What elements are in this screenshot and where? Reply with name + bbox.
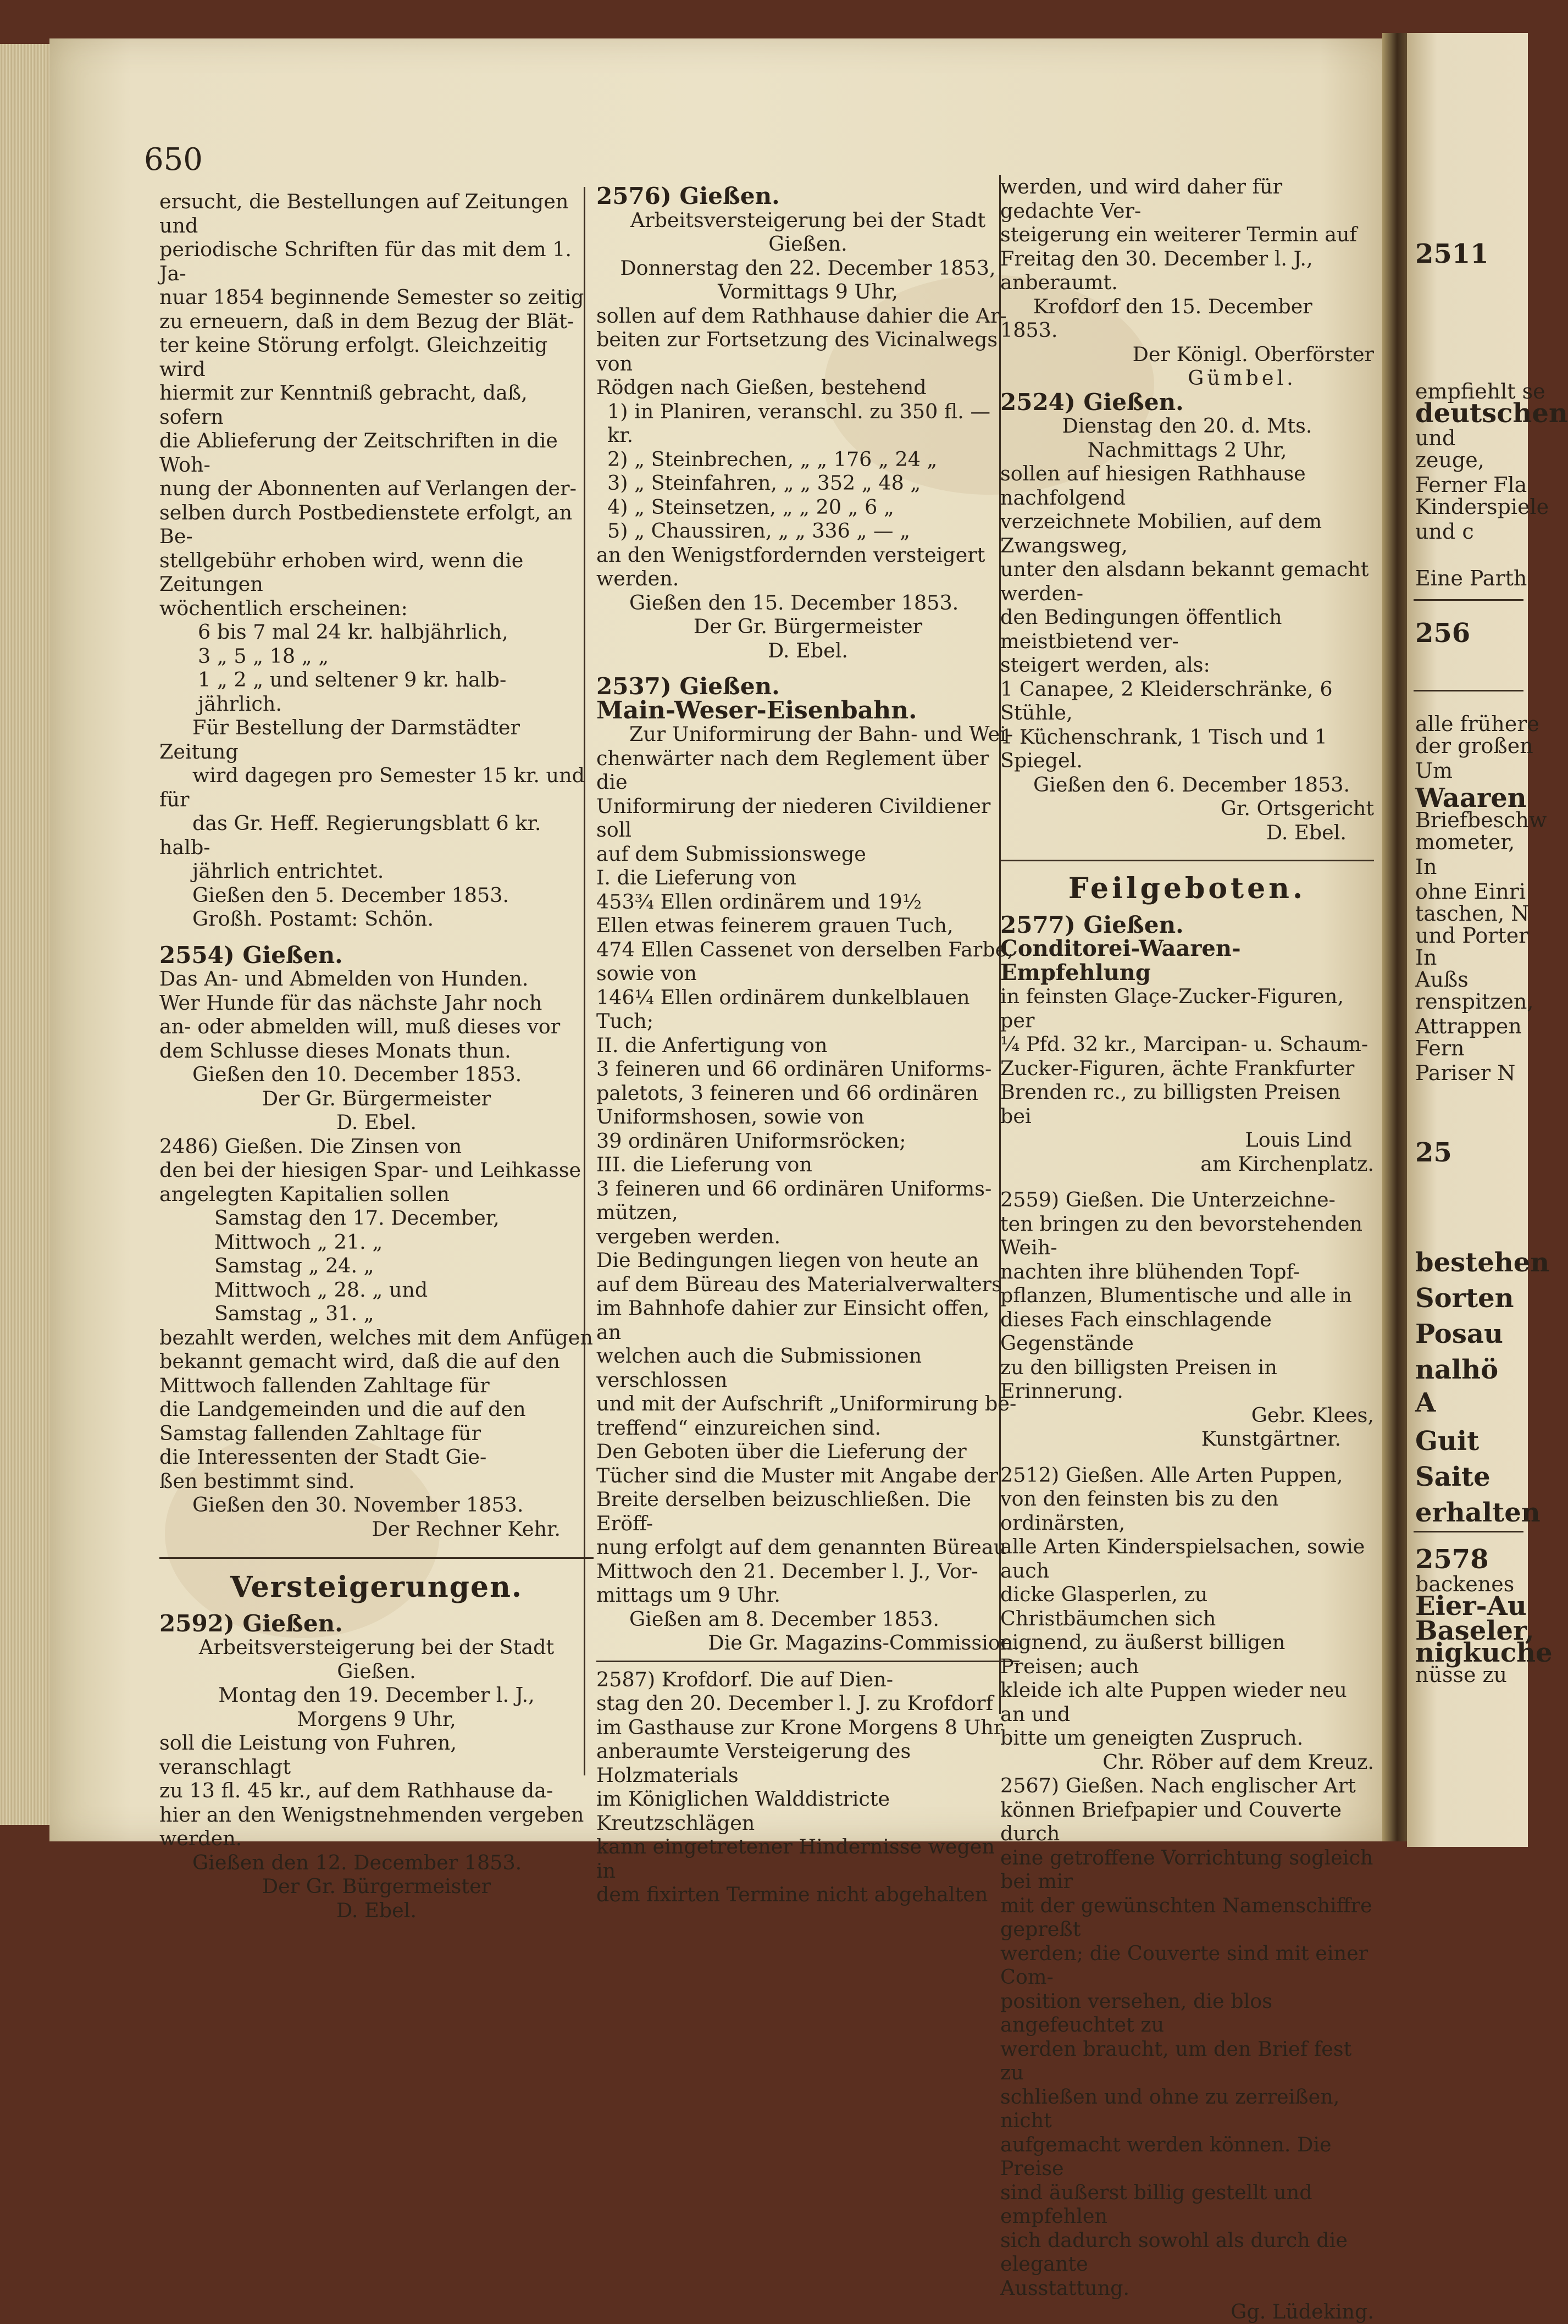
next-page-text-fragment: der großen bbox=[1415, 734, 1533, 758]
text-line: alle Arten Kinderspielsachen, sowie auch bbox=[1000, 1535, 1365, 1582]
text-line: zu den billigsten Preisen in Erinnerung. bbox=[1000, 1355, 1277, 1403]
text-line: sind äußerst billig gestellt und empfehlen bbox=[1000, 2180, 1312, 2228]
ad-2587-signature: Gümbel. bbox=[1188, 366, 1296, 390]
ad-2524-text bbox=[1000, 462, 1374, 773]
text-line: I. die Lieferung von bbox=[596, 866, 797, 889]
next-page-text-fragment: Kinderspiele bbox=[1415, 495, 1549, 519]
text-line: periodische Schriften für das mit dem 1. Ja- bbox=[159, 237, 572, 285]
next-page-text-fragment: Posau bbox=[1415, 1319, 1503, 1349]
text-line: Mittwoch fallenden Zahltage für bbox=[159, 1373, 490, 1397]
text-line: dem Schlusse dieses Monats thun. bbox=[159, 1038, 511, 1063]
text-line: 2512) Gießen. Alle Arten Puppen, bbox=[1000, 1463, 1343, 1487]
next-page-text-fragment: nigkuche bbox=[1415, 1637, 1553, 1668]
ad-2587-continuation bbox=[1000, 175, 1374, 295]
next-page-text-fragment: und Porter bbox=[1415, 923, 1529, 948]
text-line: die Interessenten der Stadt Gie- bbox=[159, 1445, 487, 1469]
ad-2587-signature-title: Der Königl. Oberförster bbox=[1132, 342, 1374, 366]
text-line: paletots, 3 feineren und 66 ordinären bbox=[596, 1081, 978, 1105]
ad-2537-signature: Die Gr. Magazins-Commission. bbox=[708, 1631, 1020, 1655]
payment-day: Mittwoch „ 21. „ bbox=[214, 1230, 383, 1254]
text-line: werden, und wird daher für gedachte Ver- bbox=[1000, 175, 1283, 223]
payment-day: Samstag „ 24. „ bbox=[214, 1254, 374, 1277]
ad-2537-title: Main-Weser-Eisenbahn. bbox=[596, 696, 917, 724]
text-line: bezahlt werden, welches mit dem Anfügen bbox=[159, 1325, 593, 1349]
darmstadt-notice bbox=[159, 716, 594, 883]
text-line: mit der gewünschten Namenschiffre gepreßt bbox=[1000, 1893, 1372, 1941]
text-line: 2559) Gießen. Die Unterzeichne- bbox=[1000, 1188, 1336, 1211]
ad-2512-signature: Chr. Röber auf dem Kreuz. bbox=[1102, 1750, 1374, 1774]
ad-2567-signature: Gg. Lüdeking. bbox=[1231, 2300, 1374, 2323]
ad-2559-signature: Gebr. Klees, bbox=[1251, 1403, 1374, 1427]
rate-line: 3 „ 5 „ 18 „ „ bbox=[198, 644, 329, 668]
next-page-text-fragment: zeuge, bbox=[1415, 448, 1484, 472]
text-line: Ausstattung. bbox=[1000, 2276, 1130, 2300]
text-line: eignend, zu äußerst billigen Preisen; auch bbox=[1000, 1630, 1286, 1678]
text-line: Breite derselben beizuschließen. Die Eröff- bbox=[596, 1487, 972, 1535]
next-page-text-fragment: In bbox=[1415, 945, 1437, 970]
next-page-text-fragment: Baseler, bbox=[1415, 1615, 1534, 1646]
text-line: Uniformshosen, sowie von bbox=[596, 1105, 865, 1128]
text-line: mittags um 9 Uhr. bbox=[596, 1583, 780, 1607]
text-line: hiermit zur Kenntniß gebracht, daß, sofern bbox=[159, 381, 528, 429]
text-line: 146¼ Ellen ordinärem dunkelblauen bbox=[596, 985, 970, 1009]
text-line: ter keine Störung erfolgt. Gleichzeitig wird bbox=[159, 333, 548, 381]
text-line: 2567) Gießen. Nach englischer Art bbox=[1000, 1774, 1356, 1797]
text-line: Tuch; bbox=[596, 1009, 654, 1033]
ad-2577-title: Conditorei-Waaren-Empfehlung bbox=[1000, 936, 1241, 986]
text-line: nung erfolgt auf dem genannten Büreau bbox=[596, 1535, 1007, 1559]
ad-2576-signature-title: Der Gr. Bürgermeister bbox=[693, 615, 923, 638]
text-line: in feinsten Glaçe-Zucker-Figuren, per bbox=[1000, 984, 1344, 1032]
ad-2576-date: Gießen den 15. December 1853. bbox=[629, 590, 959, 615]
text-line: Zucker-Figuren, ächte Frankfurter bbox=[1000, 1056, 1355, 1080]
title-line: Gießen. bbox=[768, 232, 847, 256]
next-page-text-fragment: 25 bbox=[1415, 1137, 1452, 1168]
payment-day: Mittwoch „ 28. „ und bbox=[214, 1277, 428, 1302]
section-rule bbox=[1000, 860, 1374, 861]
text-line: beiten zur Fortsetzung des Vicinalwegs von bbox=[596, 328, 998, 375]
text-line: ¼ Pfd. 32 kr., Marcipan- u. Schaum- bbox=[1000, 1032, 1368, 1056]
next-page-rule bbox=[1414, 599, 1523, 601]
text-line: nachten ihre blühenden Topf- bbox=[1000, 1259, 1300, 1283]
text-line: kleide ich alte Puppen wieder neu an und bbox=[1000, 1678, 1347, 1726]
next-page-text-fragment: Ferner Fla bbox=[1415, 473, 1527, 497]
cost-item: 1) in Planiren, veranschl. zu 350 fl. — kr. bbox=[607, 399, 990, 447]
text-line: 1 Canapee, 2 Kleiderschränke, 6 Stühle, bbox=[1000, 677, 1333, 724]
ad-2554-signature: D. Ebel. bbox=[336, 1110, 417, 1134]
ad-2576-signature: D. Ebel. bbox=[767, 638, 849, 662]
ad-2486-text bbox=[159, 1135, 594, 1207]
ad-2559-text bbox=[1000, 1188, 1374, 1403]
next-page-text-fragment: mometer, bbox=[1415, 830, 1515, 854]
text-line: im Königlichen Walddistricte Kreutzschlägen bbox=[596, 1787, 890, 1835]
next-page-text-fragment: ohne Einri bbox=[1415, 879, 1526, 904]
cost-item: 3) „ Steinfahren, „ „ 352 „ 48 „ bbox=[607, 471, 921, 495]
text-line: ersucht, die Bestellungen auf Zeitungen und bbox=[159, 190, 569, 237]
ad-2524-signature: D. Ebel. bbox=[1266, 820, 1347, 844]
text-line: hier an den Wenigstnehmenden vergeben bbox=[159, 1802, 584, 1827]
next-page-text-fragment: Saite bbox=[1415, 1462, 1491, 1492]
ad-2512-text bbox=[1000, 1463, 1374, 1750]
column-1 bbox=[159, 190, 594, 1922]
text-line: 39 ordinären Uniformsröcken; bbox=[596, 1128, 906, 1153]
ad-2592-when bbox=[159, 1683, 594, 1731]
ad-2554-heading: 2554) Gießen. bbox=[159, 941, 343, 969]
ad-2537-date: Gießen am 8. December 1853. bbox=[629, 1607, 939, 1631]
next-page-text-fragment: Um bbox=[1415, 759, 1453, 783]
text-line: vergeben werden. bbox=[596, 1224, 781, 1248]
payment-days bbox=[159, 1206, 594, 1326]
ad-2486-signature: Der Rechner Kehr. bbox=[372, 1517, 561, 1541]
notice-date: Gießen den 5. December 1853. bbox=[192, 883, 509, 907]
next-page-text-fragment: Attrappen bbox=[1415, 1014, 1522, 1038]
text-line: jährlich entrichtet. bbox=[192, 859, 384, 883]
when-line: Morgens 9 Uhr, bbox=[297, 1707, 456, 1731]
text-line: verzeichnete Mobilien, auf dem Zwangsweg, bbox=[1000, 510, 1322, 557]
ad-2567-text bbox=[1000, 1774, 1374, 2300]
next-page-text-fragment: In bbox=[1415, 855, 1437, 879]
next-page-text-fragment: taschen, N bbox=[1415, 901, 1530, 926]
text-line: wird dagegen pro Semester 15 kr. und für bbox=[159, 763, 585, 811]
when-line: Dienstag den 20. d. Mts. bbox=[1062, 414, 1312, 438]
text-line: Freitag den 30. December l. J., bbox=[1000, 246, 1313, 270]
text-line: mützen, bbox=[596, 1200, 678, 1224]
ad-2537-part-1 bbox=[596, 866, 1020, 1033]
text-line: 474 Ellen Cassenet von derselben Farbe, bbox=[596, 937, 1013, 961]
payment-day: Samstag den 17. December, bbox=[214, 1206, 500, 1230]
ad-2554-date: Gießen den 10. December 1853. bbox=[192, 1063, 522, 1086]
text-line: dieses Fach einschlagende Gegenstände bbox=[1000, 1307, 1272, 1355]
text-line: selben durch Postbedienstete erfolgt, an Be- bbox=[159, 500, 573, 548]
rate-line: 6 bis 7 mal 24 kr. halbjährlich, bbox=[198, 620, 508, 644]
text-line: chenwärter nach dem Reglement über die bbox=[596, 746, 989, 794]
text-line: Die Bedingungen liegen von heute an bbox=[596, 1248, 979, 1272]
text-line: stag den 20. December l. J. zu Krofdorf bbox=[596, 1691, 994, 1715]
text-line: Brenden rc., zu billigsten Preisen bei bbox=[1000, 1080, 1341, 1128]
next-page-rule bbox=[1414, 1531, 1523, 1532]
ad-2486-text-cont bbox=[159, 1326, 594, 1493]
text-line: schließen und ohne zu zerreißen, nicht bbox=[1000, 2084, 1340, 2132]
text-line: von den feinsten bis zu den ordinärsten, bbox=[1000, 1487, 1279, 1535]
next-page-text-fragment: Guit bbox=[1415, 1426, 1480, 1457]
text-line: die Landgemeinden und die auf den bbox=[159, 1397, 526, 1421]
text-line: bitte um geneigten Zuspruch. bbox=[1000, 1726, 1304, 1750]
text-line: anberaumt. bbox=[1000, 270, 1118, 294]
next-page-text-fragment: Außs bbox=[1415, 967, 1469, 992]
ad-2592-heading: 2592) Gießen. bbox=[159, 1609, 343, 1637]
next-page-text-fragment: alle frühere bbox=[1415, 712, 1539, 736]
next-page-text-fragment: 256 bbox=[1415, 618, 1471, 649]
ad-2559-signature-title: Kunstgärtner. bbox=[1201, 1427, 1341, 1451]
next-page-text-fragment: 2578 bbox=[1415, 1544, 1489, 1575]
next-page-text-fragment: Sorten bbox=[1415, 1283, 1514, 1314]
ad-2592-signature: D. Ebel. bbox=[336, 1898, 417, 1922]
text-line: eine getroffene Vorrichtung sogleich bei mir bbox=[1000, 1845, 1373, 1893]
ad-2554-text bbox=[159, 967, 594, 1063]
when-line: Nachmittags 2 Uhr, bbox=[1087, 438, 1287, 462]
payment-day: Samstag „ 31. „ bbox=[214, 1302, 374, 1325]
ad-2577-address: am Kirchenplatz. bbox=[1200, 1152, 1374, 1176]
text-line: II. die Anfertigung von bbox=[596, 1033, 828, 1057]
text-line: Rödgen nach Gießen, bestehend bbox=[596, 375, 927, 399]
text-line: 3 feineren und 66 ordinären Uniforms- bbox=[596, 1176, 992, 1200]
ad-2576-heading: 2576) Gießen. bbox=[596, 182, 780, 209]
text-line: aufgemacht werden können. Die Preise bbox=[1000, 2132, 1332, 2180]
when-line: Vormittags 9 Uhr, bbox=[718, 280, 898, 303]
text-line: nuar 1854 beginnende Semester so zeitig bbox=[159, 285, 584, 309]
next-page-text-fragment: und c bbox=[1415, 519, 1474, 544]
ad-2537-part-2 bbox=[596, 1033, 1020, 1153]
next-page-text-fragment: Fern bbox=[1415, 1036, 1465, 1060]
next-page-text-fragment: Waaren bbox=[1415, 783, 1527, 814]
text-line: pflanzen, Blumentische und alle in bbox=[1000, 1283, 1352, 1307]
ad-2537-text bbox=[596, 722, 1020, 866]
ad-2592-date: Gießen den 12. December 1853. bbox=[192, 1850, 522, 1874]
next-page-text-fragment: Pariser N bbox=[1415, 1061, 1516, 1085]
when-line: Montag den 19. December l. J., bbox=[218, 1683, 535, 1707]
next-page-text-fragment: nalhö bbox=[1415, 1354, 1499, 1385]
ad-2577-heading: 2577) Gießen. bbox=[1000, 911, 1184, 938]
next-page-text-fragment: backenes bbox=[1415, 1572, 1515, 1596]
text-line: auf dem Büreau des Materialverwalters bbox=[596, 1272, 1002, 1296]
next-page-text-fragment: nüsse zu bbox=[1415, 1663, 1508, 1687]
ad-2592-signature-title: Der Gr. Bürgermeister bbox=[262, 1874, 491, 1898]
text-line: den bei der hiesigen Spar- und Leihkasse bbox=[159, 1158, 581, 1182]
ad-2576-text bbox=[596, 304, 1020, 400]
next-page-text-fragment: deutschen bbox=[1415, 398, 1568, 429]
ad-2537-part-3 bbox=[596, 1153, 1020, 1225]
ad-2587-date: Krofdorf den 15. December 1853. bbox=[1000, 294, 1312, 342]
section-title-versteigerungen: Versteigerungen. bbox=[230, 1570, 523, 1604]
section-rule bbox=[159, 1557, 594, 1559]
text-line: Wer Hunde für das nächste Jahr noch bbox=[159, 991, 542, 1015]
cost-item: 4) „ Steinsetzen, „ „ 20 „ 6 „ bbox=[607, 495, 894, 519]
text-line: wöchentlich erscheinen: bbox=[159, 596, 408, 620]
text-line: im Gasthause zur Krone Morgens 8 Uhr bbox=[596, 1715, 1004, 1739]
text-line: position versehen, die blos angefeuchtet zu bbox=[1000, 1989, 1272, 2037]
postal-notice-text bbox=[159, 190, 594, 620]
ad-2554-signature-title: Der Gr. Bürgermeister bbox=[262, 1086, 491, 1110]
text-line: zu 13 fl. 45 kr., auf dem Rathhause da- bbox=[159, 1779, 553, 1802]
text-line: Uniformirung der niederen Civildiener soll bbox=[596, 794, 991, 842]
next-page-text-fragment: erhalten bbox=[1415, 1497, 1541, 1528]
text-line: dicke Glasperlen, zu Christbäumchen sich bbox=[1000, 1582, 1216, 1630]
text-line: bekannt gemacht wird, daß die auf den bbox=[159, 1349, 560, 1373]
next-page-text-fragment: Briefbeschw bbox=[1415, 808, 1547, 832]
ad-2577-signature: Louis Lind bbox=[1245, 1128, 1352, 1152]
text-line: werden. bbox=[159, 1827, 242, 1850]
text-line: kann eingetretener Hindernisse wegen in bbox=[596, 1835, 995, 1883]
ad-2587-text bbox=[596, 1668, 1020, 1907]
text-line: 453¾ Ellen ordinärem und 19½ bbox=[596, 889, 922, 914]
text-line: Für Bestellung der Darmstädter Zeitung bbox=[159, 716, 520, 763]
title-line: Gießen. bbox=[337, 1659, 416, 1683]
text-line: nung der Abonnenten auf Verlangen der- bbox=[159, 477, 577, 500]
ad-2486-date: Gießen den 30. November 1853. bbox=[192, 1493, 524, 1517]
text-line: sollen auf dem Rathhause dahier die Ar- bbox=[596, 303, 1007, 328]
text-line: treffend“ einzureichen sind. bbox=[596, 1415, 882, 1440]
postal-rates bbox=[159, 620, 594, 716]
text-line: Ellen etwas feinerem grauen Tuch, bbox=[596, 914, 954, 937]
text-line: 1 Küchenschrank, 1 Tisch und 1 Spiegel. bbox=[1000, 724, 1327, 772]
text-line: und mit der Aufschrift „Uniformirung be- bbox=[596, 1392, 1017, 1415]
cost-item: 2) „ Steinbrechen, „ „ 176 „ 24 „ bbox=[607, 447, 938, 471]
text-line: steigerung ein weiterer Termin auf bbox=[1000, 223, 1358, 246]
notice-signature: Großh. Postamt: Schön. bbox=[192, 907, 434, 931]
text-line: ten bringen zu den bevorstehenden Weih- bbox=[1000, 1211, 1362, 1259]
book-page-edges bbox=[0, 44, 55, 1825]
text-line: auf dem Submissionswege bbox=[596, 842, 866, 866]
text-line: sowie von bbox=[596, 961, 697, 985]
section-title-feilgeboten: Feilgeboten. bbox=[1068, 872, 1306, 905]
text-line: 3 feineren und 66 ordinären Uniforms- bbox=[596, 1057, 992, 1081]
ad-2524-signature-title: Gr. Ortsgericht bbox=[1220, 796, 1374, 820]
text-line: an- oder abmelden will, muß dieses vor bbox=[159, 1015, 561, 1038]
column-3 bbox=[1000, 175, 1374, 2324]
text-line: Samstag fallenden Zahltage für bbox=[159, 1421, 481, 1445]
ad-2576-title bbox=[596, 208, 1020, 256]
text-line: dem fixirten Termine nicht abgehalten bbox=[596, 1883, 988, 1906]
column-2 bbox=[596, 184, 1020, 1907]
text-line: III. die Lieferung von bbox=[596, 1153, 812, 1176]
rate-line: jährlich. bbox=[198, 691, 282, 716]
text-line: angelegten Kapitalien sollen bbox=[159, 1182, 450, 1206]
ad-2537-conditions bbox=[596, 1225, 1020, 1607]
text-line: sollen auf hiesigen Rathhause nachfolgend bbox=[1000, 462, 1306, 510]
ad-2524-date: Gießen den 6. December 1853. bbox=[1033, 772, 1350, 796]
ad-rule bbox=[596, 1661, 1020, 1662]
page-number: 650 bbox=[144, 142, 203, 178]
text-line: soll die Leistung von Fuhren, veranschlagt bbox=[159, 1731, 457, 1779]
text-line: zu erneuern, daß in dem Bezug der Blät- bbox=[159, 309, 574, 333]
ad-2576-items bbox=[596, 400, 1020, 543]
ad-2524-heading: 2524) Gießen. bbox=[1000, 388, 1184, 416]
text-line: stellgebühr erhoben wird, wenn die Zeitungen bbox=[159, 548, 524, 596]
text-line: sich dadurch sowohl als durch die elegante bbox=[1000, 2228, 1348, 2276]
next-page-text-fragment: Eine Parth bbox=[1415, 566, 1527, 590]
ad-2524-when bbox=[1000, 414, 1374, 462]
ad-2592-text bbox=[159, 1731, 594, 1851]
next-page-text-fragment: 2511 bbox=[1415, 239, 1489, 269]
text-line: können Briefpapier und Couverte durch bbox=[1000, 1797, 1342, 1845]
next-page-text-fragment: empfiehlt se bbox=[1415, 379, 1545, 403]
ad-2576-when bbox=[596, 256, 1020, 304]
text-line: werden; die Couverte sind mit einer Com- bbox=[1000, 1941, 1368, 1989]
text-line: im Bahnhofe dahier zur Einsicht offen, an bbox=[596, 1296, 990, 1344]
text-line: Den Geboten über die Lieferung der bbox=[596, 1440, 967, 1463]
text-line: werden braucht, um den Brief fest zu bbox=[1000, 2037, 1352, 2084]
ad-2576-end: an den Wenigstfordernden versteigert werden. bbox=[596, 543, 985, 590]
text-line: Tücher sind die Muster mit Angabe der bbox=[596, 1463, 999, 1487]
next-page-rule bbox=[1414, 690, 1523, 691]
ad-2592-title bbox=[159, 1635, 594, 1683]
text-line: 2486) Gießen. Die Zinsen von bbox=[159, 1134, 462, 1158]
text-line: 2587) Krofdorf. Die auf Dien- bbox=[596, 1667, 894, 1691]
when-line: Donnerstag den 22. December 1853, bbox=[620, 256, 996, 280]
text-line: das Gr. Heff. Regierungsblatt 6 kr. halb- bbox=[159, 811, 541, 859]
text-line: Das An- und Abmelden von Hunden. bbox=[159, 967, 529, 991]
text-line: die Ablieferung der Zeitschriften in die Woh- bbox=[159, 429, 558, 477]
cost-item: 5) „ Chaussiren, „ „ 336 „ — „ bbox=[607, 519, 910, 543]
text-line: Mittwoch den 21. December l. J., Vor- bbox=[596, 1559, 978, 1583]
title-line: Arbeitsversteigerung bei der Stadt bbox=[198, 1635, 555, 1659]
text-line: Zur Uniformirung der Bahn- und Wei- bbox=[629, 722, 1013, 746]
text-line: steigert werden, als: bbox=[1000, 653, 1210, 677]
text-line: welchen auch die Submissionen verschlossen bbox=[596, 1344, 922, 1392]
next-page-text-fragment: und bbox=[1415, 426, 1456, 450]
text-line: den Bedingungen öffentlich meistbietend ver- bbox=[1000, 605, 1282, 653]
ad-2577-text bbox=[1000, 984, 1374, 1128]
title-line: Arbeitsversteigerung bei der Stadt bbox=[630, 208, 986, 232]
text-line: anberaumte Versteigerung des Holzmaterials bbox=[596, 1739, 911, 1787]
text-line: ßen bestimmt sind. bbox=[159, 1469, 355, 1493]
next-page-text-fragment: bestehen bbox=[1415, 1247, 1550, 1278]
next-page-text-fragment: renspitzen, bbox=[1415, 989, 1534, 1014]
ad-2537-heading: 2537) Gießen. bbox=[596, 673, 780, 700]
next-page-text-fragment: Eier-Au bbox=[1415, 1591, 1527, 1622]
next-page-text-fragment: A bbox=[1415, 1387, 1436, 1418]
rate-line: 1 „ 2 „ und seltener 9 kr. halb- bbox=[198, 668, 507, 691]
text-line: unter den alsdann bekannt gemacht werden- bbox=[1000, 557, 1369, 605]
